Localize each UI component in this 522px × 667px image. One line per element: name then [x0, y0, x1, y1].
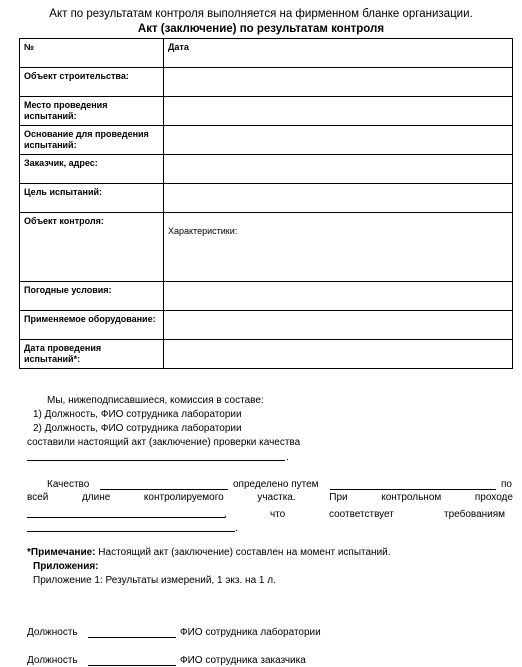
signature-customer-staff: ФИО сотрудника заказчика: [180, 655, 306, 666]
row-value[interactable]: [164, 340, 513, 369]
characteristics-label: Характеристики:: [168, 226, 238, 236]
table-row: [20, 184, 513, 213]
word: участка.: [257, 492, 296, 503]
signature-position-label: Должность: [27, 627, 78, 638]
requirements-word: требованиям: [444, 509, 506, 520]
word: длине: [81, 492, 111, 503]
row-label: Заказчик, адрес:: [20, 155, 164, 184]
table-row: [20, 68, 513, 97]
row-label: Дата проведения испытаний*:: [20, 340, 164, 369]
table-row: [20, 126, 513, 155]
row-label: Основание для проведения испытаний:: [20, 126, 164, 155]
table-row: [20, 340, 513, 369]
justified-line: [27, 492, 513, 503]
po-word: по: [501, 479, 512, 490]
quality-blank[interactable]: [27, 460, 285, 461]
row-value[interactable]: [164, 282, 513, 311]
table-row: [20, 97, 513, 126]
row-value[interactable]: [164, 184, 513, 213]
note-line: [27, 546, 391, 559]
determined-text: определено путем: [233, 479, 319, 490]
row-label: Объект строительства:: [20, 68, 164, 97]
word: всей: [27, 492, 49, 503]
note-label: *Примечание:: [27, 547, 96, 558]
row-value[interactable]: [164, 155, 513, 184]
row-label: Цель испытаний:: [20, 184, 164, 213]
requirements-blank[interactable]: [27, 531, 235, 532]
word: проходе: [474, 492, 513, 503]
table-row: [20, 213, 513, 282]
commission-text: Мы, нижеподписавшиеся, комиссия в составе:: [47, 395, 264, 406]
row-value[interactable]: [164, 126, 513, 155]
attachments-title: Приложения:: [33, 561, 99, 572]
table-row: [20, 282, 513, 311]
table-row: [20, 155, 513, 184]
word: контрольном: [381, 492, 442, 503]
row-label: Применяемое оборудование:: [20, 311, 164, 340]
number-cell: №: [20, 39, 164, 68]
member-2: 2) Должность, ФИО сотрудника лаборатории: [33, 423, 242, 434]
quality-word: Качество: [47, 479, 90, 490]
date-cell: Дата: [164, 39, 513, 68]
header-note: Акт по результатам контроля выполняется на фирменном бланке организации.: [49, 8, 473, 20]
row-value[interactable]: [164, 97, 513, 126]
result-blank[interactable]: [27, 517, 225, 518]
drafted-text: составили настоящий акт (заключение) проверки качества: [27, 437, 301, 448]
method-blank[interactable]: [330, 489, 496, 490]
row-label: Погодные условия:: [20, 282, 164, 311]
signature-lab-blank[interactable]: [88, 637, 176, 638]
what-word: что: [270, 509, 286, 520]
note-text: Настоящий акт (заключение) составлен на момент испытаний.: [98, 547, 391, 558]
table-row: [20, 311, 513, 340]
table-row: [20, 39, 513, 68]
row-label: Объект контроля:: [20, 213, 164, 282]
quality-subject-blank[interactable]: [100, 489, 228, 490]
row-value[interactable]: [164, 68, 513, 97]
attachment-1: Приложение 1: Результаты измерений, 1 экз. на 1 л.: [33, 575, 276, 586]
meets-word: соответствует: [329, 509, 394, 520]
row-value[interactable]: [164, 213, 513, 282]
row-value[interactable]: [164, 311, 513, 340]
signature-lab-staff: ФИО сотрудника лаборатории: [180, 627, 321, 638]
document-title: Акт (заключение) по результатам контроля: [137, 23, 385, 35]
signature-position-label: Должность: [27, 655, 78, 666]
word: контролируемого: [143, 492, 224, 503]
period-mark: .: [286, 452, 289, 463]
comma-mark: ,: [224, 509, 227, 520]
row-label: Место проведения испытаний:: [20, 97, 164, 126]
act-table: [19, 38, 513, 369]
period-mark: .: [235, 523, 238, 534]
signature-customer-blank[interactable]: [88, 665, 176, 666]
word: При: [329, 492, 348, 503]
member-1: 1) Должность, ФИО сотрудника лаборатории: [33, 409, 242, 420]
